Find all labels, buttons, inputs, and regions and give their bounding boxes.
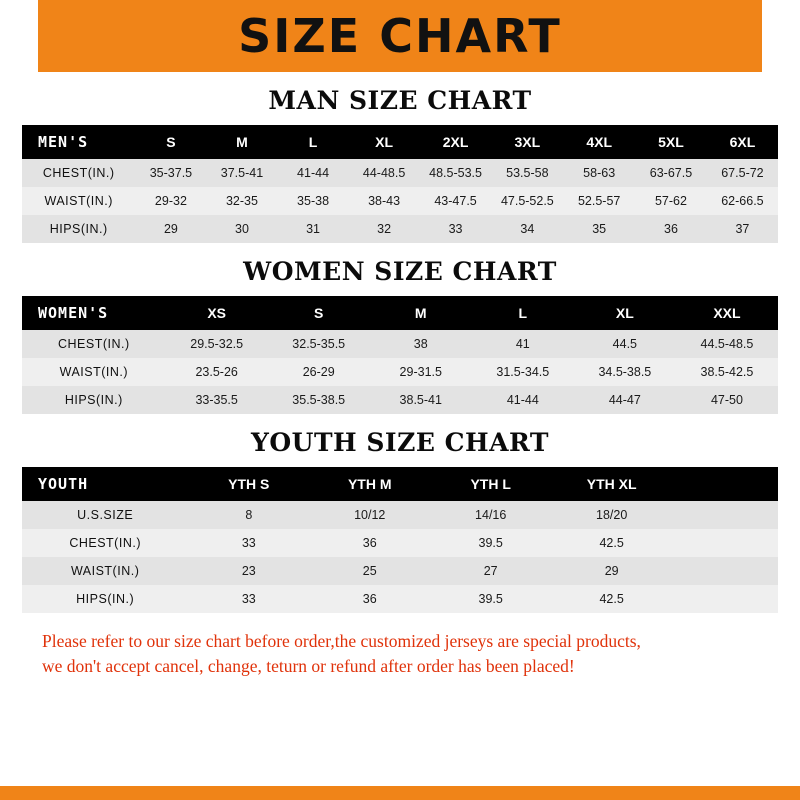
cell: 23.5-26 — [195, 365, 238, 379]
header-cell-label: MEN'S — [38, 133, 89, 151]
header-cell-xs: XS — [207, 305, 226, 321]
cell: 44-48.5 — [362, 166, 406, 180]
table-row — [22, 585, 778, 613]
cell: 42.5 — [599, 536, 624, 550]
cell: 37 — [735, 222, 750, 236]
section-youth — [22, 428, 778, 613]
cell: 29 — [604, 564, 619, 578]
cell: 32.5-35.5 — [292, 337, 346, 351]
cell: 33 — [241, 592, 256, 606]
header-cell-xl: XL — [375, 134, 394, 150]
footer-note-line2: we don't accept cancel, change, teturn or refund after order has been placed! — [42, 656, 575, 677]
row-label-hips: HIPS(IN.) — [49, 222, 108, 236]
row-label-hips: HIPS(IN.) — [76, 592, 135, 606]
cell: 58-63 — [583, 166, 616, 180]
row-label-waist: WAIST(IN.) — [44, 194, 113, 208]
cell: 31 — [306, 222, 320, 236]
cell: 8 — [245, 508, 253, 522]
cell: 35 — [592, 222, 607, 236]
cell: 38.5-41 — [399, 393, 442, 407]
header-cell-yth-xl: YTH XL — [586, 476, 637, 492]
table-women — [22, 296, 778, 414]
table-man — [22, 125, 778, 243]
cell: 39.5 — [478, 592, 503, 606]
table-row — [22, 386, 778, 414]
footer-note-line1: Please refer to our size chart before order,the customized jerseys are special products, — [42, 631, 641, 651]
header-cell-yth-s: YTH S — [228, 476, 270, 492]
cell: 26-29 — [302, 365, 335, 379]
table-row — [22, 557, 778, 585]
cell: 34 — [520, 222, 535, 236]
row-label-waist: WAIST(IN.) — [70, 564, 140, 578]
cell: 57-62 — [654, 194, 687, 208]
cell: 35-38 — [297, 194, 330, 208]
table-row — [22, 187, 778, 215]
header-banner — [0, 0, 800, 72]
table-row — [22, 529, 778, 557]
header-cell-xxl: XXL — [713, 305, 741, 321]
cell: 37.5-41 — [220, 166, 264, 180]
header-cell-4xl: 4XL — [586, 134, 613, 150]
chart-content — [0, 86, 800, 680]
section-title-man: MAN SIZE CHART — [268, 86, 532, 115]
cell-spacer — [672, 557, 778, 585]
table-row — [22, 215, 778, 243]
cell: 31.5-34.5 — [496, 365, 550, 379]
cell: 41-44 — [506, 393, 539, 407]
cell-spacer — [672, 585, 778, 613]
cell: 27 — [483, 564, 498, 578]
banner-left-notch — [0, 0, 38, 72]
cell: 44.5-48.5 — [700, 337, 754, 351]
cell: 36 — [664, 222, 678, 236]
cell: 30 — [235, 222, 249, 236]
header-cell-label: YOUTH — [38, 475, 89, 493]
cell: 14/16 — [475, 508, 507, 522]
cell: 18/20 — [596, 508, 628, 522]
header-cell-m: M — [236, 134, 248, 150]
cell: 33 — [448, 222, 463, 236]
header-cell-3xl: 3XL — [514, 134, 541, 150]
banner-right-notch — [762, 0, 800, 72]
section-title-women: WOMEN SIZE CHART — [243, 257, 557, 286]
cell: 29 — [163, 222, 178, 236]
cell: 67.5-72 — [721, 166, 764, 180]
row-label-chest: CHEST(IN.) — [57, 337, 130, 351]
row-label-chest: CHEST(IN.) — [42, 166, 115, 180]
header-cell-xl: XL — [615, 305, 634, 321]
cell: 47.5-52.5 — [500, 194, 554, 208]
row-label-us-size: U.S.SIZE — [77, 508, 134, 522]
section-women — [22, 257, 778, 414]
cell: 47-50 — [710, 393, 743, 407]
cell: 25 — [362, 564, 377, 578]
cell: 29.5-32.5 — [190, 337, 244, 351]
cell: 53.5-58 — [506, 166, 549, 180]
header-cell-2xl: 2XL — [442, 134, 469, 150]
cell: 44.5 — [612, 337, 638, 351]
cell: 35.5-38.5 — [292, 393, 346, 407]
cell: 63-67.5 — [649, 166, 693, 180]
bottom-accent-bar — [0, 786, 800, 800]
cell: 41-44 — [297, 166, 330, 180]
footer-note — [22, 629, 778, 680]
header-cell-l: L — [518, 305, 528, 321]
cell: 34.5-38.5 — [598, 365, 652, 379]
header-cell-5xl: 5XL — [658, 134, 684, 150]
table-header-row — [22, 467, 778, 501]
section-man — [22, 86, 778, 243]
header-cell-yth-l: YTH L — [470, 476, 511, 492]
cell-spacer — [672, 529, 778, 557]
cell: 39.5 — [478, 536, 503, 550]
cell: 42.5 — [599, 592, 624, 606]
header-cell-yth-m: YTH M — [347, 476, 392, 492]
cell: 44-47 — [608, 393, 641, 407]
table-header-row — [22, 125, 778, 159]
row-label-hips: HIPS(IN.) — [64, 393, 123, 407]
header-cell-s: S — [314, 305, 324, 321]
table-youth — [22, 467, 778, 613]
row-label-waist: WAIST(IN.) — [59, 365, 129, 379]
cell: 52.5-57 — [577, 194, 621, 208]
cell: 62-66.5 — [721, 194, 764, 208]
cell: 43-47.5 — [434, 194, 477, 208]
header-cell-m: M — [414, 305, 427, 321]
cell: 38.5-42.5 — [700, 365, 754, 379]
cell: 29-31.5 — [399, 365, 442, 379]
cell: 33 — [241, 536, 256, 550]
row-label-chest: CHEST(IN.) — [69, 536, 141, 550]
table-row — [22, 358, 778, 386]
table-row — [22, 330, 778, 358]
section-title-youth: YOUTH SIZE CHART — [251, 428, 549, 457]
page-title: SIZE CHART — [238, 9, 562, 63]
table-row — [22, 501, 778, 529]
header-cell-l: L — [308, 134, 318, 150]
cell-spacer — [672, 501, 778, 529]
cell: 32-35 — [225, 194, 258, 208]
cell: 36 — [362, 592, 377, 606]
header-cell-6xl: 6XL — [729, 134, 756, 150]
cell: 35-37.5 — [149, 166, 193, 180]
cell: 33-35.5 — [195, 393, 238, 407]
cell: 29-32 — [154, 194, 187, 208]
header-cell-s: S — [166, 134, 176, 150]
cell: 41 — [515, 337, 530, 351]
cell: 32 — [377, 222, 392, 236]
table-header-row — [22, 296, 778, 330]
header-cell-spacer — [672, 467, 778, 501]
cell: 38 — [413, 337, 428, 351]
header-cell-label: WOMEN'S — [38, 304, 109, 322]
cell: 23 — [241, 564, 256, 578]
cell: 36 — [362, 536, 377, 550]
cell: 38-43 — [368, 194, 401, 208]
cell: 10/12 — [354, 508, 386, 522]
cell: 48.5-53.5 — [429, 166, 482, 180]
table-row — [22, 159, 778, 187]
